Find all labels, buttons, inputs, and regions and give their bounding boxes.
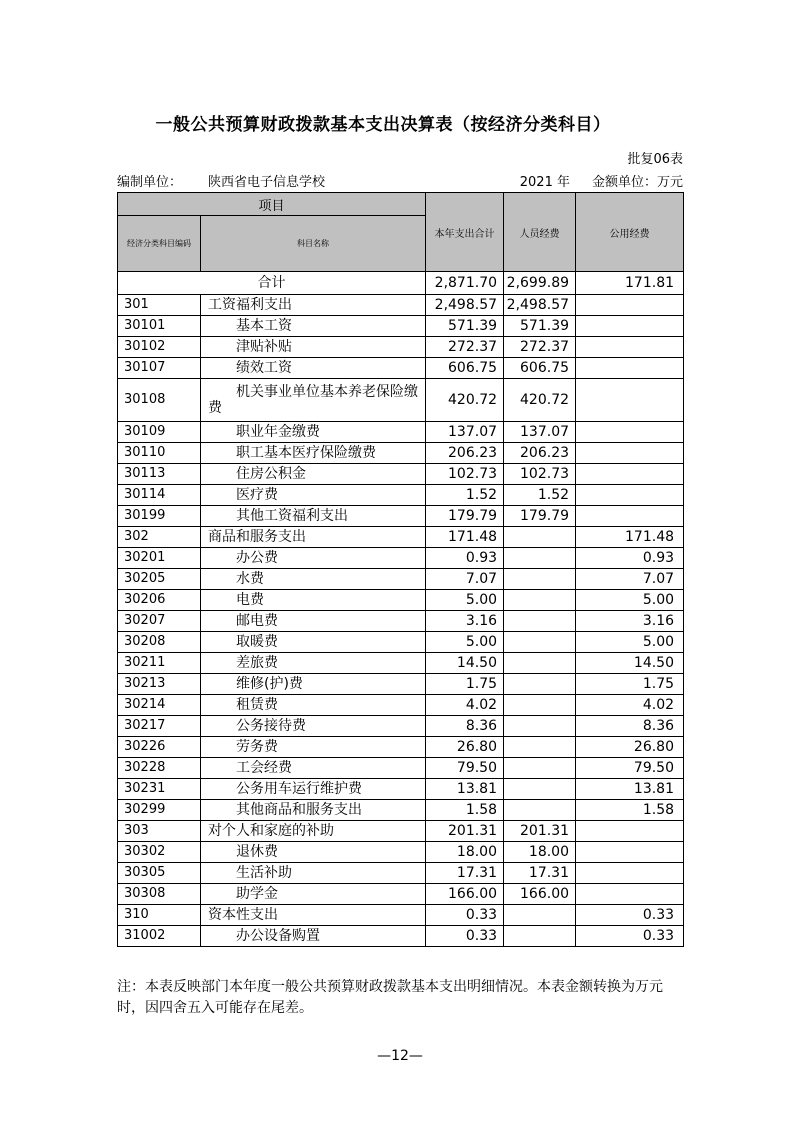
code-cell: 30110 bbox=[118, 443, 201, 464]
personnel-cell: 179.79 bbox=[504, 506, 576, 527]
total-cell: 13.81 bbox=[426, 779, 504, 800]
total-cell: 102.73 bbox=[426, 464, 504, 485]
name-cell: 其他工资福利支出 bbox=[201, 506, 426, 527]
table-row bbox=[118, 926, 684, 947]
total-cell: 18.00 bbox=[426, 842, 504, 863]
name-cell: 基本工资 bbox=[201, 316, 426, 337]
public-cell bbox=[576, 506, 684, 527]
table-row bbox=[118, 800, 684, 821]
header-total: 本年支出合计 bbox=[426, 193, 504, 272]
table-row bbox=[118, 758, 684, 779]
name-cell: 其他商品和服务支出 bbox=[201, 800, 426, 821]
public-cell bbox=[576, 295, 684, 316]
name-cell: 住房公积金 bbox=[201, 464, 426, 485]
total-cell: 8.36 bbox=[426, 716, 504, 737]
year-label: 2021 年 bbox=[519, 175, 570, 190]
code-cell: 30201 bbox=[118, 548, 201, 569]
public-cell bbox=[576, 422, 684, 443]
public-cell bbox=[576, 863, 684, 884]
public-cell: 0.33 bbox=[576, 905, 684, 926]
total-row-public: 171.81 bbox=[576, 272, 684, 295]
total-cell: 420.72 bbox=[426, 379, 504, 422]
table-row bbox=[118, 884, 684, 905]
public-cell bbox=[576, 316, 684, 337]
total-cell: 1.52 bbox=[426, 485, 504, 506]
public-cell bbox=[576, 485, 684, 506]
name-cell: 商品和服务支出 bbox=[201, 527, 426, 548]
public-cell: 1.75 bbox=[576, 674, 684, 695]
personnel-cell bbox=[504, 632, 576, 653]
code-cell: 30211 bbox=[118, 653, 201, 674]
name-cell: 差旅费 bbox=[201, 653, 426, 674]
table-row bbox=[118, 316, 684, 337]
personnel-cell bbox=[504, 569, 576, 590]
code-cell: 30231 bbox=[118, 779, 201, 800]
public-cell: 3.16 bbox=[576, 611, 684, 632]
info-line bbox=[117, 171, 683, 190]
personnel-cell: 102.73 bbox=[504, 464, 576, 485]
total-row-label: 合计 bbox=[118, 272, 426, 295]
total-row bbox=[118, 272, 684, 295]
total-cell: 5.00 bbox=[426, 590, 504, 611]
name-cell: 资本性支出 bbox=[201, 905, 426, 926]
public-cell bbox=[576, 358, 684, 379]
table-row bbox=[118, 295, 684, 316]
personnel-cell bbox=[504, 779, 576, 800]
name-cell: 津贴补贴 bbox=[201, 337, 426, 358]
table-row bbox=[118, 695, 684, 716]
code-cell: 30207 bbox=[118, 611, 201, 632]
personnel-cell bbox=[504, 611, 576, 632]
name-cell: 公务用车运行维护费 bbox=[201, 779, 426, 800]
code-cell: 30217 bbox=[118, 716, 201, 737]
total-cell: 166.00 bbox=[426, 884, 504, 905]
code-cell: 30305 bbox=[118, 863, 201, 884]
total-cell: 2,498.57 bbox=[426, 295, 504, 316]
name-cell: 邮电费 bbox=[201, 611, 426, 632]
table-row bbox=[118, 379, 684, 422]
personnel-cell bbox=[504, 653, 576, 674]
code-cell: 30226 bbox=[118, 737, 201, 758]
table-row bbox=[118, 842, 684, 863]
total-cell: 4.02 bbox=[426, 695, 504, 716]
table-row bbox=[118, 611, 684, 632]
total-cell: 5.00 bbox=[426, 632, 504, 653]
personnel-cell: 1.52 bbox=[504, 485, 576, 506]
personnel-cell bbox=[504, 548, 576, 569]
code-cell: 30302 bbox=[118, 842, 201, 863]
total-row-total: 2,871.70 bbox=[426, 272, 504, 295]
public-cell: 5.00 bbox=[576, 632, 684, 653]
public-cell bbox=[576, 821, 684, 842]
total-cell: 0.33 bbox=[426, 905, 504, 926]
code-cell: 30208 bbox=[118, 632, 201, 653]
table-row bbox=[118, 590, 684, 611]
personnel-cell: 18.00 bbox=[504, 842, 576, 863]
name-cell: 退休费 bbox=[201, 842, 426, 863]
total-cell: 201.31 bbox=[426, 821, 504, 842]
personnel-cell: 137.07 bbox=[504, 422, 576, 443]
table-row bbox=[118, 485, 684, 506]
public-cell: 14.50 bbox=[576, 653, 684, 674]
total-cell: 272.37 bbox=[426, 337, 504, 358]
name-cell: 劳务费 bbox=[201, 737, 426, 758]
code-cell: 30214 bbox=[118, 695, 201, 716]
amount-unit-label: 金额单位：万元 bbox=[591, 175, 683, 190]
unit-label: 编制单位： bbox=[117, 175, 183, 190]
total-row-personnel: 2,699.89 bbox=[504, 272, 576, 295]
public-cell: 26.80 bbox=[576, 737, 684, 758]
header-project: 项目 bbox=[118, 193, 426, 216]
total-cell: 571.39 bbox=[426, 316, 504, 337]
code-cell: 31002 bbox=[118, 926, 201, 947]
code-cell: 30308 bbox=[118, 884, 201, 905]
personnel-cell bbox=[504, 695, 576, 716]
total-cell: 206.23 bbox=[426, 443, 504, 464]
header-public: 公用经费 bbox=[576, 193, 684, 272]
table-row bbox=[118, 905, 684, 926]
public-cell: 1.58 bbox=[576, 800, 684, 821]
total-cell: 7.07 bbox=[426, 569, 504, 590]
table-row bbox=[118, 443, 684, 464]
total-cell: 1.75 bbox=[426, 674, 504, 695]
total-cell: 179.79 bbox=[426, 506, 504, 527]
table-row bbox=[118, 569, 684, 590]
public-cell bbox=[576, 337, 684, 358]
public-cell: 4.02 bbox=[576, 695, 684, 716]
personnel-cell bbox=[504, 905, 576, 926]
code-cell: 30113 bbox=[118, 464, 201, 485]
total-cell: 1.58 bbox=[426, 800, 504, 821]
name-cell: 电费 bbox=[201, 590, 426, 611]
table-row bbox=[118, 821, 684, 842]
code-cell: 30108 bbox=[118, 379, 201, 422]
total-cell: 606.75 bbox=[426, 358, 504, 379]
personnel-cell: 420.72 bbox=[504, 379, 576, 422]
code-cell: 302 bbox=[118, 527, 201, 548]
name-cell: 租赁费 bbox=[201, 695, 426, 716]
total-cell: 0.93 bbox=[426, 548, 504, 569]
code-cell: 30109 bbox=[118, 422, 201, 443]
header-code: 经济分类科目编码 bbox=[118, 216, 201, 272]
code-cell: 310 bbox=[118, 905, 201, 926]
page-title: 一般公共预算财政拨款基本支出决算表（按经济分类科目） bbox=[155, 115, 611, 135]
table-row bbox=[118, 737, 684, 758]
name-cell: 机关事业单位基本养老保险缴费 bbox=[201, 379, 426, 422]
table-row bbox=[118, 863, 684, 884]
unit-name: 陕西省电子信息学校 bbox=[208, 175, 326, 190]
name-cell: 职工基本医疗保险缴费 bbox=[201, 443, 426, 464]
table-header bbox=[118, 193, 684, 272]
header-personnel: 人员经费 bbox=[504, 193, 576, 272]
name-cell: 水费 bbox=[201, 569, 426, 590]
code-cell: 30299 bbox=[118, 800, 201, 821]
personnel-cell: 206.23 bbox=[504, 443, 576, 464]
code-cell: 30228 bbox=[118, 758, 201, 779]
public-cell bbox=[576, 379, 684, 422]
code-cell: 303 bbox=[118, 821, 201, 842]
code-cell: 30213 bbox=[118, 674, 201, 695]
table-row bbox=[118, 422, 684, 443]
personnel-cell bbox=[504, 737, 576, 758]
public-cell: 7.07 bbox=[576, 569, 684, 590]
page-number: —12— bbox=[377, 1048, 423, 1064]
personnel-cell bbox=[504, 758, 576, 779]
personnel-cell: 571.39 bbox=[504, 316, 576, 337]
table-row bbox=[118, 337, 684, 358]
code-cell: 30206 bbox=[118, 590, 201, 611]
public-cell: 0.93 bbox=[576, 548, 684, 569]
personnel-cell bbox=[504, 590, 576, 611]
name-cell: 医疗费 bbox=[201, 485, 426, 506]
personnel-cell bbox=[504, 527, 576, 548]
name-cell: 办公费 bbox=[201, 548, 426, 569]
public-cell: 8.36 bbox=[576, 716, 684, 737]
table-row bbox=[118, 716, 684, 737]
table-row bbox=[118, 548, 684, 569]
public-cell bbox=[576, 842, 684, 863]
expenditure-table bbox=[117, 192, 684, 947]
personnel-cell: 606.75 bbox=[504, 358, 576, 379]
personnel-cell: 2,498.57 bbox=[504, 295, 576, 316]
table-row bbox=[118, 506, 684, 527]
total-cell: 171.48 bbox=[426, 527, 504, 548]
personnel-cell bbox=[504, 716, 576, 737]
personnel-cell: 166.00 bbox=[504, 884, 576, 905]
name-cell: 生活补助 bbox=[201, 863, 426, 884]
personnel-cell: 17.31 bbox=[504, 863, 576, 884]
public-cell bbox=[576, 884, 684, 905]
name-cell: 办公设备购置 bbox=[201, 926, 426, 947]
public-cell bbox=[576, 443, 684, 464]
table-row bbox=[118, 653, 684, 674]
table-row bbox=[118, 674, 684, 695]
name-cell: 对个人和家庭的补助 bbox=[201, 821, 426, 842]
table-row bbox=[118, 632, 684, 653]
total-cell: 17.31 bbox=[426, 863, 504, 884]
table-row bbox=[118, 464, 684, 485]
public-cell: 0.33 bbox=[576, 926, 684, 947]
total-cell: 79.50 bbox=[426, 758, 504, 779]
name-cell: 取暖费 bbox=[201, 632, 426, 653]
footnote: 注：本表反映部门本年度一般公共预算财政拨款基本支出明细情况。本表金额转换为万元时，因四舍五入可能存在尾差。 bbox=[117, 979, 663, 1016]
header-name: 科目名称 bbox=[201, 216, 426, 272]
total-cell: 14.50 bbox=[426, 653, 504, 674]
total-cell: 26.80 bbox=[426, 737, 504, 758]
form-number-label: 批复06表 bbox=[627, 152, 683, 167]
name-cell: 工资福利支出 bbox=[201, 295, 426, 316]
total-cell: 3.16 bbox=[426, 611, 504, 632]
personnel-cell: 201.31 bbox=[504, 821, 576, 842]
code-cell: 30102 bbox=[118, 337, 201, 358]
code-cell: 30107 bbox=[118, 358, 201, 379]
name-cell: 助学金 bbox=[201, 884, 426, 905]
name-cell: 维修(护)费 bbox=[201, 674, 426, 695]
code-cell: 301 bbox=[118, 295, 201, 316]
public-cell bbox=[576, 464, 684, 485]
personnel-cell bbox=[504, 674, 576, 695]
code-cell: 30205 bbox=[118, 569, 201, 590]
total-cell: 0.33 bbox=[426, 926, 504, 947]
name-cell: 职业年金缴费 bbox=[201, 422, 426, 443]
code-cell: 30114 bbox=[118, 485, 201, 506]
table-row bbox=[118, 358, 684, 379]
code-cell: 30199 bbox=[118, 506, 201, 527]
personnel-cell bbox=[504, 926, 576, 947]
public-cell: 5.00 bbox=[576, 590, 684, 611]
total-cell: 137.07 bbox=[426, 422, 504, 443]
name-cell: 绩效工资 bbox=[201, 358, 426, 379]
public-cell: 79.50 bbox=[576, 758, 684, 779]
name-cell: 公务接待费 bbox=[201, 716, 426, 737]
table-row bbox=[118, 779, 684, 800]
code-cell: 30101 bbox=[118, 316, 201, 337]
name-cell: 工会经费 bbox=[201, 758, 426, 779]
personnel-cell bbox=[504, 800, 576, 821]
personnel-cell: 272.37 bbox=[504, 337, 576, 358]
table-body bbox=[118, 272, 684, 947]
table-row bbox=[118, 527, 684, 548]
public-cell: 171.48 bbox=[576, 527, 684, 548]
public-cell: 13.81 bbox=[576, 779, 684, 800]
